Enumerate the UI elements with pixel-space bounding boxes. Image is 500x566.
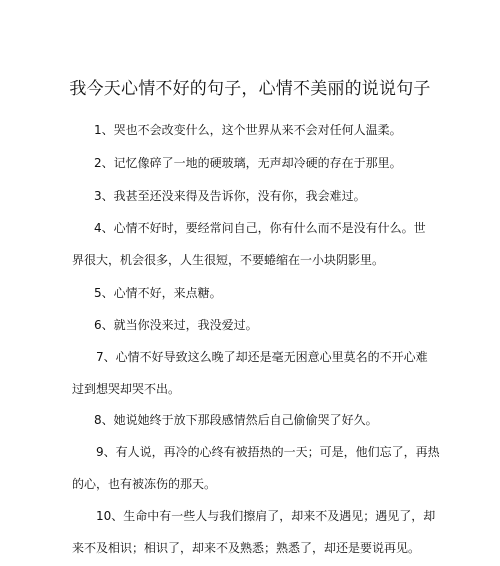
paragraph-3-line-1: 3、我甚至还没来得及告诉你，没有你，我会难过。	[94, 189, 366, 203]
paragraph-6-line-1: 6、就当你没来过，我没爱过。	[94, 318, 258, 332]
paragraph-9-line-2: 的心，也有被冻伤的那天。	[72, 477, 217, 491]
paragraph-1-line-1: 1、哭也不会改变什么，这个世界从来不会对任何人温柔。	[94, 123, 402, 137]
paragraph-9-line-1: 9、有人说，再冷的心终有被捂热的一天；可是，他们忘了，再热	[96, 445, 440, 459]
paragraph-10-line-1: 10、生命中有一些人与我们擦肩了，却来不及遇见；遇见了，却	[96, 509, 436, 523]
paragraph-7-line-1: 7、心情不好导致这么晚了却还是毫无困意心里莫名的不开心难	[96, 350, 428, 364]
paragraph-5-line-1: 5、心情不好，来点糖。	[94, 286, 222, 300]
page-title: 我今天心情不好的句子，心情不美丽的说说句子	[69, 79, 431, 99]
paragraph-10-line-2: 来不及相识；相识了，却来不及熟悉；熟悉了，却还是要说再见。	[72, 541, 421, 555]
paragraph-7-line-2: 过到想哭却哭不出。	[72, 382, 181, 396]
paragraph-8-line-1: 8、她说她终于放下那段感情然后自己偷偷哭了好久。	[94, 413, 378, 427]
paragraph-4-line-2: 界很大，机会很多，人生很短，不要蜷缩在一小块阴影里。	[72, 253, 385, 267]
paragraph-2-line-1: 2、记忆像碎了一地的硬玻璃，无声却冷硬的存在于那里。	[94, 156, 402, 170]
paragraph-4-line-1: 4、心情不好时，要经常问自己，你有什么而不是没有什么。世	[94, 221, 426, 235]
